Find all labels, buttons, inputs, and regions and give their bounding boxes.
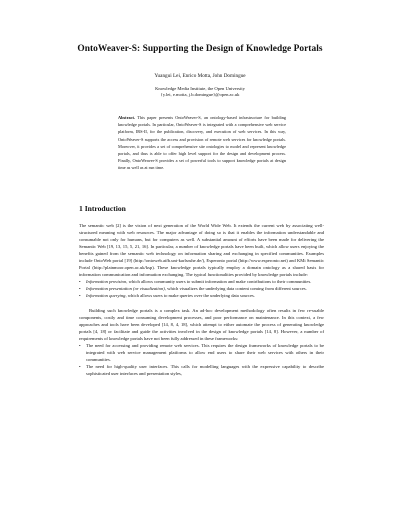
- bullet-icon: •: [79, 342, 81, 348]
- requirements-list: [79, 342, 324, 377]
- bullet-icon: •: [79, 286, 81, 292]
- bullet-icon: •: [79, 279, 81, 285]
- section-heading-introduction: 1 Introduction: [79, 204, 126, 213]
- list-item-text: , which visualizes the underlying data content coming from different sources.: [164, 286, 307, 292]
- list-item-term: Information presentation (or visualization): [86, 286, 165, 292]
- list-item: [79, 292, 324, 299]
- affiliation: [0, 86, 400, 98]
- list-item: [79, 342, 324, 363]
- list-item-term: Information provision: [86, 279, 127, 285]
- functionality-list: [79, 278, 324, 299]
- affiliation-institute: Knowledge Media Institute, the Open University: [155, 86, 245, 91]
- list-item: [79, 363, 324, 377]
- list-item: [79, 285, 324, 292]
- list-item-text: , which allows users to make queries over the underlying data sources.: [125, 293, 255, 299]
- intro-paragraph-2: Building such knowledge portals is a complex task. An ad-hoc development methodology often results in few re-usable components, costly and time consuming development processes, and poor performance on maintenance. In this context, a few approaches and tools have been developed [14, 8, 4, 18], which attempt to either automate the process of generating knowledge portals [4, 18] or facilitate and guide the activities involved in the design of knowledge portals [14, 8]. However, a number of requirements of knowledge portals have not been fully addressed in these frameworks:: [79, 307, 324, 341]
- list-item-text: , which allows community users to submit information and make contributions to their communities.: [126, 279, 312, 285]
- introduction-body: [79, 222, 324, 377]
- affiliation-emails: {y.lei, e.motta, j.b.domingue}@open.ac.uk: [160, 92, 240, 98]
- bullet-icon: •: [79, 363, 81, 369]
- paper-title: OntoWeaver-S: Supporting the Design of Knowledge Portals: [77, 44, 323, 54]
- abstract-label: Abstract.: [118, 115, 136, 120]
- abstract: [118, 114, 286, 172]
- bullet-icon: •: [79, 293, 81, 299]
- abstract-text: This paper presents OntoWeaver-S, an ontology-based infrastructure for building knowledge portals. In particular, OntoWeaver-S is integrated with a comprehensive web service platform, IRS-II, for the publication, discovery, and execution of web services. In this way, OntoWeaver-S supports the access and provision of remote web services for knowledge portals. Moreover, it provides a set of comprehensive site ontologies to model and represent knowledge portals, and thus is able to offer high level support for the design and development process. Finally, OntoWeaver-S provides a set of powerful tools to support knowledge portals at design time as well as at run time.: [118, 115, 286, 171]
- intro-paragraph-1: The semantic web [2] is the vision of next generation of the World Wide Web. It extends the current web by associating well-structured meaning with web resources. The major advantage of doing so is that it enables the information understandable and consumable not only for humans, but for computers as well. A substantial amount of efforts have been made for delivering the Semantic Web [19, 13, 15, 5, 21, 16]. In particular, a number of knowledge portals have been built, which allow users enjoying the benefits gained from the semantic web technology on information sharing and exchanging in specified communities. Examples include OntoWeb portal [19] (http://ontoweb.aifb.uni-karlsruhe.de/), Esperonto portal (http://www.esperonto.net) and KMi Semantic Portal (http://plainmoor.open.ac.uk/ksp). These knowledge portals typically employ a domain ontology as a shared basis for information communication and information exchanging. The typical functionalities provided by knowledge portals include:: [79, 223, 324, 278]
- list-item-term: Information querying: [86, 293, 126, 299]
- author-list: Yuangui Lei, Enrico Motta, John Domingue: [154, 73, 246, 79]
- list-item: [79, 278, 324, 285]
- list-item-text: The need for high-quality user interfaces. This calls for modelling languages with the expressive capability to describe sophisticated user interfaces and presentation styles,: [86, 363, 324, 376]
- list-item-text: The need for accessing and providing remote web services. This requires the design frameworks of knowledge portals to be integrated with web service management platforms to allow end users to share their web services with others in their communities.: [86, 342, 324, 362]
